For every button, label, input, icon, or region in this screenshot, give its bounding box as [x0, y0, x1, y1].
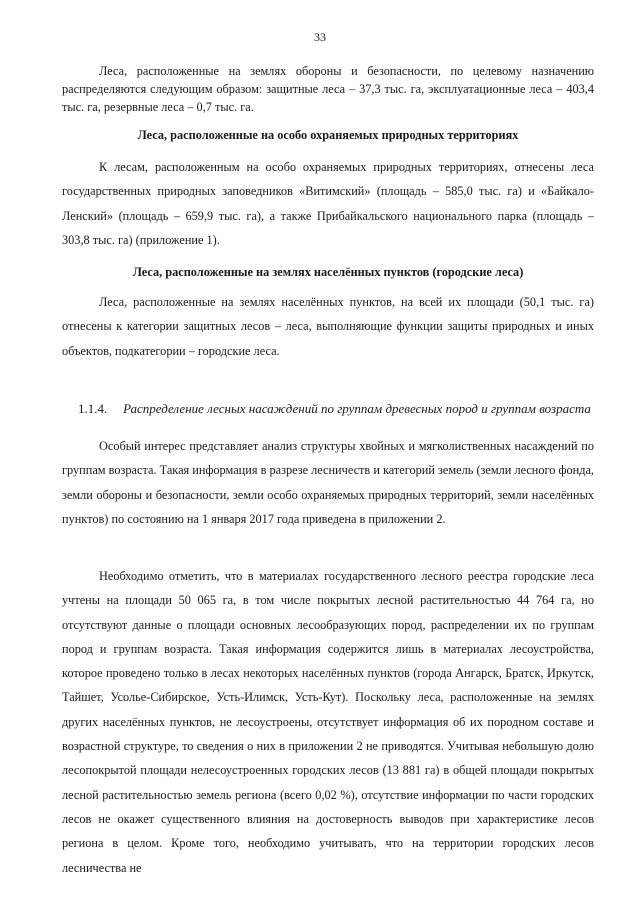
section-title: Распределение лесных насаждений по группам древесных пород и группам возраста [123, 401, 591, 416]
paragraph-urban-forests [62, 290, 594, 363]
paragraph-text: Необходимо отметить, что в материалах государственного лесного реестра городские леса учтены на площади 50 065 га, в том числе покрытых лесной растительностью 44 764 га, но отсутствуют данные о площади основных лесообразующих пород, распределении их по группам пород и группам возраста. Такая информация содержится лишь в материалах лесоустройства, которое проведено только в лесах некоторых населённых пунктов (города Ангарск, Братск, Иркутск, Тайшет, Усолье-Сибирское, Усть-Илимск, Усть-Кут). Поскольку леса, расположенные на землях других населённых пунктов, не лесоустроены, отсутствует информация об их породном составе и возрастной структуре, то сведения о них в приложении 2 не приводятся. Учитывая небольшую долю лесопокрытой площади нелесоустроенных городских лесов (13 881 га) в общей площади покрытых лесной растительностью земель региона (всего 0,02 %), отсутствие информации по части городских лесов не окажет существенного влияния на достоверность выводов при характеристике лесов региона в целом. Кроме того, необходимо учитывать, что на территории городских лесов лесничества не [62, 569, 594, 875]
paragraph-defense-lands [62, 62, 594, 116]
heading-protected-territories [62, 126, 594, 144]
paragraph-age-structure [62, 434, 594, 531]
paragraph-urban-forest-registry [62, 564, 594, 880]
paragraph-protected-territories [62, 155, 594, 252]
paragraph-text: Особый интерес представляет анализ структуры хвойных и мягколиственных насаждений по группам возраста. Такая информация в разрезе лесничеств и категорий земель (земли лесного фонда, земли обороны и безопасности, земли особо охраняемых природных территорий, земли населённых пунктов) по состоянию на 1 января 2017 года приведена в приложении 2. [62, 439, 594, 526]
section-number: 1.1.4. [78, 401, 108, 416]
subheading: Леса, расположенные на землях населённых пунктов (городские леса) [132, 265, 524, 279]
paragraph-text: К лесам, расположенным на особо охраняемых природных территориях, отнесены леса государственных природных заповедников «Витимский» (площадь – 585,0 тыс. га) и «Байкало-Ленский» (площадь – 659,9 тыс. га), а также Прибайкальского национального парка (площадь – 303,8 тыс. га) (приложение 1). [62, 160, 594, 247]
paragraph-text: Леса, расположенные на землях обороны и безопасности, по целевому назначению распределяются следующим образом: защитные леса – 37,3 тыс. га, эксплуатационные леса – 403,4 тыс. га, резервные леса – 0,7 тыс. га. [62, 64, 594, 114]
heading-urban-forests [62, 263, 594, 281]
page-number: 33 [314, 30, 326, 44]
paragraph-text: Леса, расположенные на землях населённых пунктов, на всей их площади (50,1 тыс. га) отнесены к категории защитных лесов – леса, выполняющие функции защиты природных и иных объектов, подкатегории – городские леса. [62, 295, 594, 358]
subheading: Леса, расположенные на особо охраняемых природных территориях [137, 128, 519, 142]
section-heading [62, 401, 594, 417]
